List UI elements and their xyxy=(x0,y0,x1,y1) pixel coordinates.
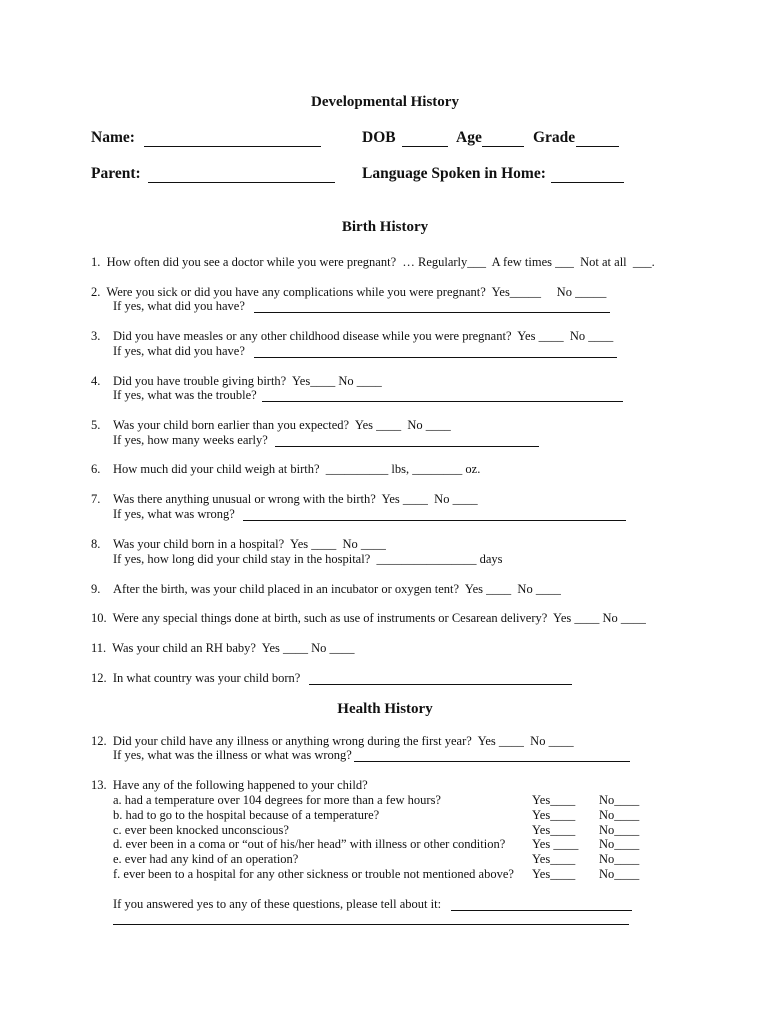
question-12: 12. In what country was your child born? xyxy=(91,671,301,685)
q13-item-f-no[interactable]: No____ xyxy=(599,867,640,881)
q13-item-b: b. had to go to the hospital because of a temperature? xyxy=(113,808,380,822)
question-2: 2. Were you sick or did you have any complications while you were pregnant? Yes_____ No _____ xyxy=(91,285,607,299)
parent-label: Parent: xyxy=(91,165,141,182)
health-question-12: 12. Did your child have any illness or anything wrong during the first year? Yes ____ No ____ xyxy=(91,734,574,748)
name-label: Name: xyxy=(91,129,135,146)
q13-item-b-yes[interactable]: Yes____ xyxy=(532,808,576,822)
q13-item-e-yes[interactable]: Yes____ xyxy=(532,852,576,866)
question-3-number: 3. xyxy=(91,329,101,343)
parent-field[interactable] xyxy=(148,182,335,183)
question-3-followup: If yes, what did you have? xyxy=(113,344,245,358)
question-6-number: 6. xyxy=(91,462,101,476)
question-7-answer-line[interactable] xyxy=(243,520,626,521)
q13-item-d: d. ever been in a coma or “out of his/her head” with illness or other condition? xyxy=(113,837,506,851)
q13-item-e: e. ever had any kind of an operation? xyxy=(113,852,299,866)
page-title: Developmental History xyxy=(311,94,459,110)
q13-item-a-yes[interactable]: Yes____ xyxy=(532,793,576,807)
q13-item-c-no[interactable]: No____ xyxy=(599,823,640,837)
dob-label: DOB xyxy=(362,129,396,146)
question-8-followup: If yes, how long did your child stay in the hospital? ________________ days xyxy=(113,552,503,566)
q13-item-f-yes[interactable]: Yes____ xyxy=(532,867,576,881)
question-13: 13. Have any of the following happened to your child? xyxy=(91,778,368,792)
question-5: Was your child born earlier than you expected? Yes ____ No ____ xyxy=(113,418,451,432)
q13-item-c-yes[interactable]: Yes____ xyxy=(532,823,576,837)
grade-field[interactable] xyxy=(576,146,619,147)
name-field[interactable] xyxy=(144,146,321,147)
question-2-answer-line[interactable] xyxy=(254,312,610,313)
question-3-answer-line[interactable] xyxy=(254,357,617,358)
question-10: 10. Were any special things done at birth, such as use of instruments or Cesarean delivery? Yes ____ No ____ xyxy=(91,611,646,625)
question-3: Did you have measles or any other childhood disease while you were pregnant? Yes ____ No ____ xyxy=(113,329,614,343)
question-4-answer-line[interactable] xyxy=(262,401,623,402)
question-11: 11. Was your child an RH baby? Yes ____ No ____ xyxy=(91,641,355,655)
question-1: 1. How often did you see a doctor while you were pregnant? … Regularly___ A few times ___ Not at all ___. xyxy=(91,255,655,269)
dob-field[interactable] xyxy=(402,146,448,147)
q13-item-d-yes[interactable]: Yes ____ xyxy=(532,837,579,851)
question-9-number: 9. xyxy=(91,582,101,596)
question-2-followup: If yes, what did you have? xyxy=(113,299,245,313)
health-question-12-answer-line[interactable] xyxy=(354,761,630,762)
q13-item-e-no[interactable]: No____ xyxy=(599,852,640,866)
health-question-12-followup: If yes, what was the illness or what was wrong? xyxy=(113,748,352,762)
q13-item-d-no[interactable]: No____ xyxy=(599,837,640,851)
question-5-followup: If yes, how many weeks early? xyxy=(113,433,268,447)
question-8-number: 8. xyxy=(91,537,101,551)
question-4: Did you have trouble giving birth? Yes____ No ____ xyxy=(113,374,382,388)
explain-prompt: If you answered yes to any of these questions, please tell about it: xyxy=(113,897,442,911)
q13-item-f: f. ever been to a hospital for any other sickness or trouble not mentioned above? xyxy=(113,867,514,881)
question-5-number: 5. xyxy=(91,418,101,432)
age-label: Age xyxy=(456,129,482,146)
question-12-answer-line[interactable] xyxy=(309,684,572,685)
question-8: Was your child born in a hospital? Yes ____ No ____ xyxy=(113,537,386,551)
question-6: How much did your child weigh at birth? __________ lbs, ________ oz. xyxy=(113,462,481,476)
language-field[interactable] xyxy=(551,182,624,183)
age-field[interactable] xyxy=(482,146,524,147)
question-7-number: 7. xyxy=(91,492,101,506)
question-9: After the birth, was your child placed in an incubator or oxygen tent? Yes ____ No ____ xyxy=(113,582,561,596)
birth-history-heading: Birth History xyxy=(341,219,429,235)
explain-answer-line-2[interactable] xyxy=(113,924,629,925)
q13-item-a: a. had a temperature over 104 degrees for more than a few hours? xyxy=(113,793,441,807)
question-4-number: 4. xyxy=(91,374,101,388)
question-5-answer-line[interactable] xyxy=(275,446,539,447)
question-7-followup: If yes, what was wrong? xyxy=(113,507,235,521)
q13-item-a-no[interactable]: No____ xyxy=(599,793,640,807)
question-7: Was there anything unusual or wrong with the birth? Yes ____ No ____ xyxy=(113,492,478,506)
explain-answer-line-1[interactable] xyxy=(451,910,632,911)
health-history-heading: Health History xyxy=(337,701,433,717)
grade-label: Grade xyxy=(533,129,576,146)
question-4-followup: If yes, what was the trouble? xyxy=(113,388,257,402)
language-label: Language Spoken in Home: xyxy=(362,165,546,182)
q13-item-b-no[interactable]: No____ xyxy=(599,808,640,822)
q13-item-c: c. ever been knocked unconscious? xyxy=(113,823,289,837)
